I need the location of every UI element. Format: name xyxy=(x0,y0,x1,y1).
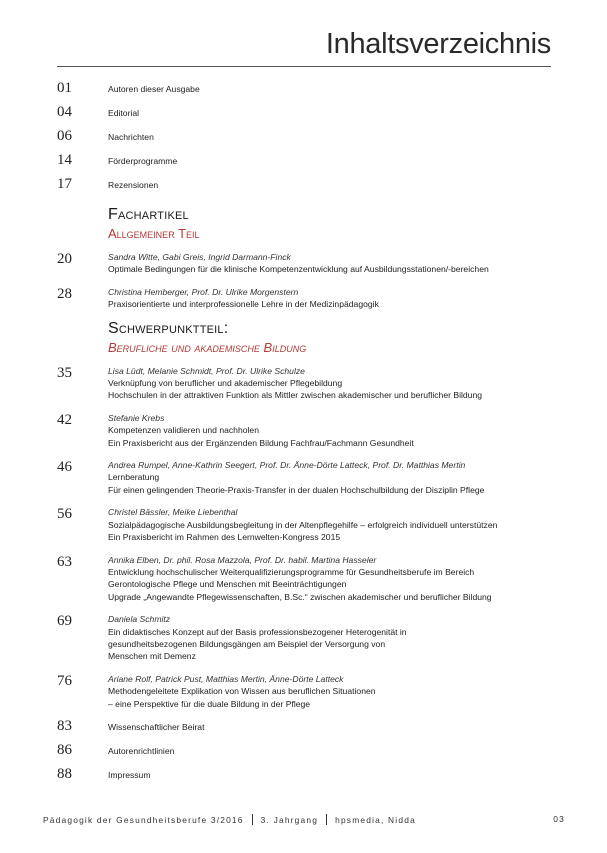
page-title: Inhaltsverzeichnis xyxy=(325,28,551,60)
section-schwerpunkt xyxy=(57,319,567,357)
footer-separator xyxy=(326,814,327,825)
entry-title: Impressum xyxy=(108,769,151,780)
article-title-line: Hochschulen in der attraktiven Funktion als Mittler zwischen akademischer und beruflicher Bildung xyxy=(108,390,483,401)
toc-article xyxy=(57,365,567,402)
entry-page-number: 01 xyxy=(57,80,72,96)
article-page-number: 56 xyxy=(57,506,72,523)
article-content xyxy=(108,554,567,604)
page-footer xyxy=(43,814,565,825)
entry-content xyxy=(108,766,567,781)
footer-separator xyxy=(252,814,253,825)
toc-article xyxy=(57,459,567,496)
entry-content xyxy=(108,104,567,119)
article-title-line: Gerontologische Pflege und Menschen mit Beeinträchtigungen xyxy=(108,579,347,590)
article-page-number: 76 xyxy=(57,672,72,689)
article-title-line: gesundheitsbezogenen Bildungsgängen am Beispiel der Versorgung von xyxy=(108,638,386,649)
article-authors: Annika Elben, Dr. phil. Rosa Mazzola, Prof. Dr. habil. Martina Hasseler xyxy=(108,554,377,565)
toc-articles-general xyxy=(57,251,567,311)
footer-publisher: hpsmedia, Nidda xyxy=(335,815,416,825)
entry-title: Nachrichten xyxy=(108,132,154,142)
article-title-line: Sozialpädagogische Ausbildungsbegleitung in der Altenpflegehilfe – erfolgreich individuell unterstützen xyxy=(108,519,498,530)
article-content xyxy=(108,286,567,311)
article-title-line: – eine Perspektive für die duale Bildung in der Pflege xyxy=(108,698,311,709)
toc-article xyxy=(57,613,567,663)
article-page-number: 42 xyxy=(57,411,72,428)
article-page-number: 35 xyxy=(57,364,72,381)
entry-page-number: 86 xyxy=(57,741,72,758)
toc-article xyxy=(57,286,567,311)
article-content xyxy=(108,506,567,543)
article-page-number: 63 xyxy=(57,553,72,570)
entry-title: Rezensionen xyxy=(108,180,159,190)
entry-content xyxy=(108,128,567,143)
page-number: 03 xyxy=(553,814,565,824)
section-heading: Schwerpunktteil: xyxy=(108,319,229,337)
article-authors: Andrea Rumpel, Anne-Kathrin Seegert, Prof. Dr. Änne-Dörte Latteck, Prof. Dr. Matthias Mertin xyxy=(108,460,466,471)
article-content xyxy=(108,673,567,710)
article-authors: Christina Hemberger, Prof. Dr. Ulrike Morgenstern xyxy=(108,286,299,297)
article-title-line: Ein didaktisches Konzept auf der Basis professionsbezogener Heterogenität in xyxy=(108,626,407,637)
article-authors: Ariane Rolf, Patrick Pust, Matthias Mertin, Änne-Dörte Latteck xyxy=(108,673,344,684)
toc-entry xyxy=(57,104,567,128)
toc-entry xyxy=(57,128,567,152)
article-page-number: 69 xyxy=(57,613,72,630)
section-fachartikel xyxy=(57,205,567,243)
toc-article xyxy=(57,412,567,449)
entry-content xyxy=(108,742,567,757)
section-subheading: Berufliche und akademische Bildung xyxy=(108,339,307,355)
article-title-line: Menschen mit Demenz xyxy=(108,651,196,662)
footer-journal: Pädagogik der Gesundheitsberufe 3/2016 xyxy=(43,815,244,825)
toc-bottom-list xyxy=(57,718,567,790)
article-title-line: Für einen gelingenden Theorie-Praxis-Transfer in der dualen Hochschulbildung der Disziplin Pflege xyxy=(108,484,485,495)
article-authors: Sandra Witte, Gabi Greis, Ingrid Darmann-Finck xyxy=(108,252,291,262)
entry-page-number: 17 xyxy=(57,176,72,192)
entry-title: Autoren dieser Ausgabe xyxy=(108,84,200,94)
entry-page-number: 06 xyxy=(57,128,72,144)
article-title-line: Upgrade „Angewandte Pflegewissenschaften, B.Sc.“ zwischen akademischer und beruflicher Bildung xyxy=(108,591,492,602)
entry-page-number: 04 xyxy=(57,104,72,120)
article-page-number: 28 xyxy=(57,285,72,302)
entry-title: Editorial xyxy=(108,108,140,118)
toc-entry xyxy=(57,152,567,176)
article-title-line: Methodengeleitete Explikation von Wissen aus beruflichen Situationen xyxy=(108,686,376,697)
article-authors: Daniela Schmitz xyxy=(108,614,171,625)
article-content xyxy=(108,613,567,663)
toc-top-list xyxy=(57,80,567,200)
article-page-number: 20 xyxy=(57,251,72,267)
entry-title: Wissenschaftlicher Beirat xyxy=(108,721,205,732)
entry-content xyxy=(108,718,567,733)
toc-articles-focus xyxy=(57,365,567,710)
article-authors: Stefanie Krebs xyxy=(108,412,165,423)
footer-volume: 3. Jahrgang xyxy=(260,815,319,825)
toc-article xyxy=(57,251,567,276)
article-title-line: Entwicklung hochschulischer Weiterqualifizierungsprogramme für Gesundheitsberufe im Bereich xyxy=(108,566,475,577)
article-title-line: Ein Praxisbericht aus der Ergänzenden Bildung Fachfrau/Fachmann Gesundheit xyxy=(108,437,414,448)
toc-entry xyxy=(57,176,567,200)
entry-content xyxy=(108,80,567,95)
article-content xyxy=(108,459,567,496)
article-title-line: Verknüpfung von beruflicher und akademischer Pflegebildung xyxy=(108,378,343,389)
article-title-line: Optimale Bedingungen für die klinische Kompetenzentwicklung auf Ausbildungsstationen/-bereichen xyxy=(108,264,489,275)
article-title-line: Lernberatung xyxy=(108,472,160,483)
entry-content xyxy=(108,152,567,167)
section-subheading: Allgemeiner Teil xyxy=(108,226,200,241)
entry-title: Förderprogramme xyxy=(108,156,178,166)
article-content xyxy=(108,412,567,449)
footer-meta xyxy=(43,814,416,825)
toc-entry xyxy=(57,718,567,742)
toc-entry xyxy=(57,80,567,104)
article-content xyxy=(108,251,567,276)
title-divider xyxy=(57,66,551,67)
toc-article xyxy=(57,506,567,543)
article-title-line: Ein Praxisbericht im Rahmen des Lernwelten-Kongress 2015 xyxy=(108,532,341,543)
article-page-number: 46 xyxy=(57,459,72,476)
toc-entry xyxy=(57,766,567,790)
toc-article xyxy=(57,554,567,604)
article-authors: Lisa Lüdt, Melanie Schmidt, Prof. Dr. Ulrike Schulze xyxy=(108,365,305,376)
article-content xyxy=(108,365,567,402)
article-title-line: Kompetenzen validieren und nachholen xyxy=(108,425,259,436)
entry-page-number: 83 xyxy=(57,717,72,734)
toc-article xyxy=(57,673,567,710)
entry-content xyxy=(108,176,567,191)
section-heading: Fachartikel xyxy=(108,206,189,223)
article-title-line: Praxisorientierte und interprofessionelle Lehre in der Medizinpädagogik xyxy=(108,299,379,310)
entry-page-number: 14 xyxy=(57,152,72,168)
table-of-contents xyxy=(57,80,567,790)
entry-page-number: 88 xyxy=(57,765,72,782)
toc-entry xyxy=(57,742,567,766)
article-authors: Christel Bässler, Meike Liebenthal xyxy=(108,507,238,518)
entry-title: Autorenrichtlinien xyxy=(108,745,175,756)
